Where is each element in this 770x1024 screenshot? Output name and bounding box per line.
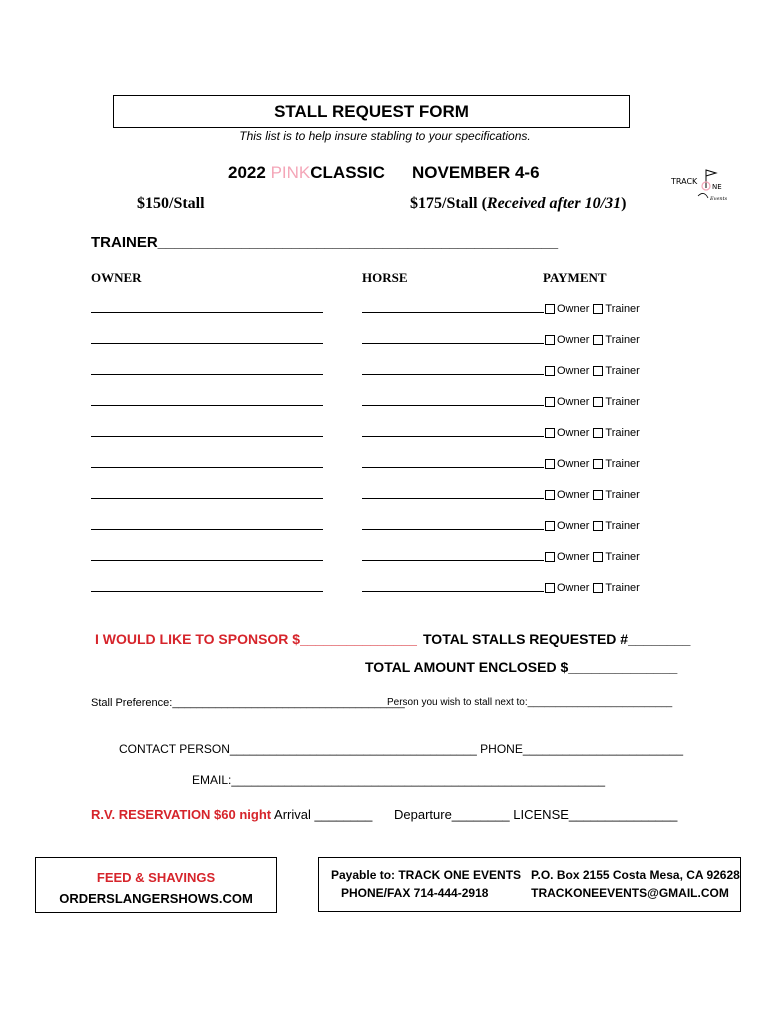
owner-option-label: Owner bbox=[557, 365, 590, 377]
rv-reservation bbox=[91, 807, 677, 822]
trainer-checkbox[interactable] bbox=[593, 552, 603, 562]
feed-title: FEED & SHAVINGS bbox=[96, 870, 216, 885]
owner-name-field[interactable] bbox=[91, 498, 323, 499]
payable-phone: PHONE/FAX 714-444-2918 bbox=[341, 886, 489, 900]
email-field[interactable]: EMAIL:________________________________________________________ bbox=[192, 773, 606, 787]
total-amount-field[interactable]: TOTAL AMOUNT ENCLOSED $______________ bbox=[365, 659, 678, 675]
horse-name-field[interactable] bbox=[362, 374, 544, 375]
payable-email: TRACKONEEVENTS@GMAIL.COM bbox=[531, 886, 729, 900]
payable-line-1 bbox=[331, 866, 740, 884]
price-late-prefix: $175/Stall ( bbox=[410, 195, 487, 212]
owner-column-header: OWNER bbox=[91, 270, 142, 285]
sponsor-field[interactable]: I WOULD LIKE TO SPONSOR $_______________ bbox=[95, 631, 417, 647]
trainer-option-label: Trainer bbox=[605, 334, 640, 346]
owner-option-label: Owner bbox=[557, 458, 590, 470]
stall-preference-field[interactable]: Stall Preference:______________________________________ bbox=[91, 697, 405, 709]
owner-option-label: Owner bbox=[557, 303, 590, 315]
owner-option-label: Owner bbox=[557, 551, 590, 563]
owner-name-field[interactable] bbox=[91, 467, 323, 468]
price-late-suffix: ) bbox=[621, 195, 627, 212]
rv-license-field[interactable]: LICENSE_______________ bbox=[513, 807, 678, 822]
owner-checkbox[interactable] bbox=[545, 583, 555, 593]
payment-options bbox=[545, 303, 640, 315]
payment-options bbox=[545, 489, 640, 501]
payment-options bbox=[545, 458, 640, 470]
event-pink-word: PINK bbox=[270, 163, 311, 182]
event-year: 2022 bbox=[228, 163, 266, 182]
owner-name-field[interactable] bbox=[91, 529, 323, 530]
owner-name-field[interactable] bbox=[91, 560, 323, 561]
owner-option-label: Owner bbox=[557, 334, 590, 346]
owner-checkbox[interactable] bbox=[545, 490, 555, 500]
event-dates: NOVEMBER 4-6 bbox=[412, 163, 540, 182]
stall-next-to-field[interactable]: Person you wish to stall next to:__________________________ bbox=[387, 697, 673, 708]
total-stalls-field[interactable]: TOTAL STALLS REQUESTED #________ bbox=[423, 631, 691, 647]
owner-option-label: Owner bbox=[557, 520, 590, 532]
payment-options bbox=[545, 396, 640, 408]
payment-options bbox=[545, 427, 640, 439]
payable-line-2 bbox=[331, 884, 740, 902]
trainer-option-label: Trainer bbox=[605, 396, 640, 408]
trainer-checkbox[interactable] bbox=[593, 304, 603, 314]
horse-name-field[interactable] bbox=[362, 560, 544, 561]
owner-checkbox[interactable] bbox=[545, 521, 555, 531]
trainer-checkbox[interactable] bbox=[593, 583, 603, 593]
owner-option-label: Owner bbox=[557, 396, 590, 408]
price-early: $150/Stall bbox=[137, 195, 205, 212]
owner-option-label: Owner bbox=[557, 582, 590, 594]
trainer-option-label: Trainer bbox=[605, 582, 640, 594]
horse-name-field[interactable] bbox=[362, 467, 544, 468]
owner-checkbox[interactable] bbox=[545, 428, 555, 438]
owner-name-field[interactable] bbox=[91, 343, 323, 344]
owner-option-label: Owner bbox=[557, 489, 590, 501]
logo-text-sub: Events bbox=[710, 196, 728, 202]
payment-options bbox=[545, 520, 640, 532]
payment-options bbox=[545, 365, 640, 377]
trainer-checkbox[interactable] bbox=[593, 335, 603, 345]
price-late-note: Received after 10/31 bbox=[486, 195, 622, 212]
trainer-checkbox[interactable] bbox=[593, 366, 603, 376]
owner-option-label: Owner bbox=[557, 427, 590, 439]
payment-options bbox=[545, 551, 640, 563]
contact-phone-field[interactable]: CONTACT PERSON_____________________________________ PHONE________________________ bbox=[119, 742, 684, 756]
payment-options bbox=[545, 582, 640, 594]
trainer-option-label: Trainer bbox=[605, 427, 640, 439]
trainer-checkbox[interactable] bbox=[593, 521, 603, 531]
event-name bbox=[228, 163, 385, 183]
horse-name-field[interactable] bbox=[362, 436, 544, 437]
horse-name-field[interactable] bbox=[362, 591, 544, 592]
horse-name-field[interactable] bbox=[362, 529, 544, 530]
owner-checkbox[interactable] bbox=[545, 552, 555, 562]
owner-name-field[interactable] bbox=[91, 312, 323, 313]
horse-name-field[interactable] bbox=[362, 498, 544, 499]
owner-checkbox[interactable] bbox=[545, 459, 555, 469]
payment-column-header: PAYMENT bbox=[543, 270, 607, 285]
trainer-field[interactable]: TRAINER________________________________________________ bbox=[91, 234, 559, 251]
owner-name-field[interactable] bbox=[91, 405, 323, 406]
trainer-checkbox[interactable] bbox=[593, 397, 603, 407]
rv-label: R.V. RESERVATION $60 night bbox=[91, 807, 272, 822]
payable-address: P.O. Box 2155 Costa Mesa, CA 92628 bbox=[531, 868, 740, 882]
trainer-option-label: Trainer bbox=[605, 458, 640, 470]
form-subtitle: This list is to help insure stabling to your specifications. bbox=[239, 129, 531, 143]
owner-checkbox[interactable] bbox=[545, 304, 555, 314]
payment-options bbox=[545, 334, 640, 346]
owner-checkbox[interactable] bbox=[545, 366, 555, 376]
trainer-checkbox[interactable] bbox=[593, 459, 603, 469]
logo-text-mid: NE bbox=[712, 183, 722, 191]
payable-to: Payable to: TRACK ONE EVENTS bbox=[331, 868, 522, 882]
horse-name-field[interactable] bbox=[362, 312, 544, 313]
trainer-checkbox[interactable] bbox=[593, 428, 603, 438]
feed-shavings-box bbox=[35, 857, 277, 913]
owner-checkbox[interactable] bbox=[545, 397, 555, 407]
payable-box bbox=[318, 857, 741, 912]
trainer-option-label: Trainer bbox=[605, 489, 640, 501]
horse-name-field[interactable] bbox=[362, 405, 544, 406]
trainer-option-label: Trainer bbox=[605, 365, 640, 377]
rv-arrival-field[interactable]: Arrival ________ bbox=[274, 807, 373, 822]
trainer-option-label: Trainer bbox=[605, 303, 640, 315]
owner-name-field[interactable] bbox=[91, 591, 323, 592]
logo-text-top: TRACK bbox=[671, 177, 698, 186]
horse-name-field[interactable] bbox=[362, 343, 544, 344]
owner-checkbox[interactable] bbox=[545, 335, 555, 345]
form-title: STALL REQUEST FORM bbox=[113, 95, 630, 128]
trainer-checkbox[interactable] bbox=[593, 490, 603, 500]
horse-column-header: HORSE bbox=[362, 270, 408, 285]
rv-departure-field[interactable]: Departure________ bbox=[394, 807, 510, 822]
owner-name-field[interactable] bbox=[91, 374, 323, 375]
trainer-option-label: Trainer bbox=[605, 520, 640, 532]
price-late bbox=[410, 195, 626, 213]
trainer-option-label: Trainer bbox=[605, 551, 640, 563]
event-name-rest: CLASSIC bbox=[310, 163, 385, 182]
owner-name-field[interactable] bbox=[91, 436, 323, 437]
track-one-logo bbox=[668, 168, 730, 208]
feed-site: ORDERSLANGERSHOWS.COM bbox=[59, 891, 253, 906]
flag-icon bbox=[668, 168, 730, 208]
